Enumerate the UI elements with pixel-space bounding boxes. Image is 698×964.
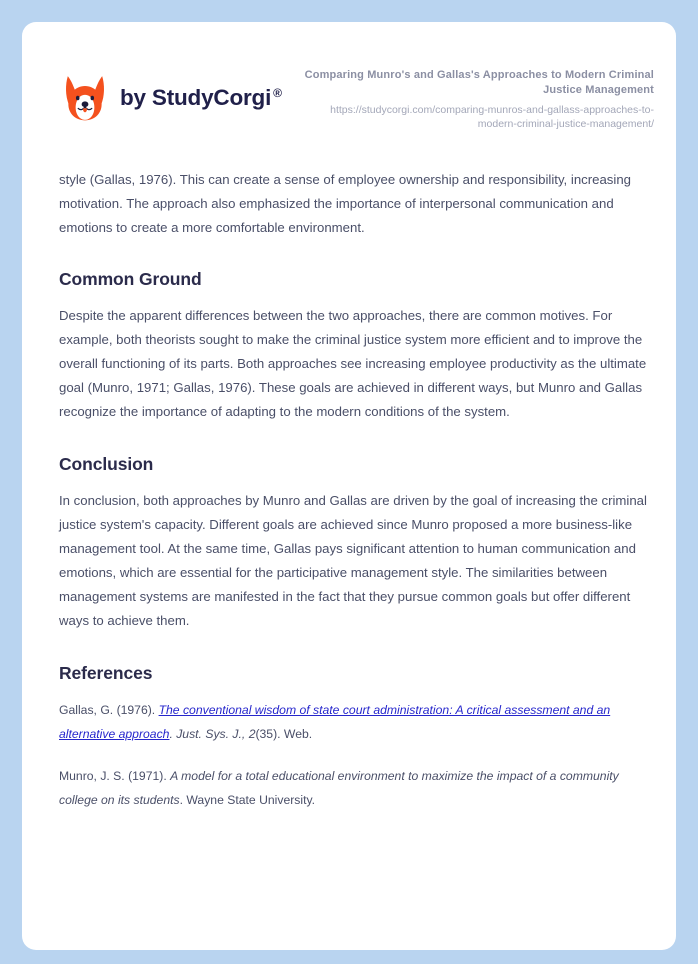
page-title: Comparing Munro's and Gallas's Approaches to Modern Criminal Justice Management — [304, 69, 654, 96]
page-url[interactable]: https://studycorgi.com/comparing-munros-and-gallass-approaches-to-modern-criminal-justice-management/ — [330, 103, 654, 131]
section-paragraph-conclusion: In conclusion, both approaches by Munro and Gallas are driven by the goal of increasing the criminal justice system's capacity. Different goals are achieved since Munro proposed a more business-like management tool. At the same time, Gallas pays significant attention to human communication and emotions, which are essential for the participative management style. The similarities between management systems are manifested in the fact that they pursue common goals but offer different ways to achieve them. — [59, 492, 647, 628]
section-heading-common-ground: Common Ground — [59, 268, 202, 289]
document-body — [22, 168, 676, 812]
registered-trademark-icon: ® — [273, 85, 282, 100]
reference-author-year: Munro, J. S. (1971). — [59, 768, 171, 783]
reference-item — [59, 764, 653, 812]
reference-volume: 2 — [248, 726, 256, 741]
document-header — [22, 22, 676, 132]
brand-logo-block[interactable] — [59, 66, 282, 124]
reference-tail: (35). Web. — [255, 726, 313, 741]
reference-author-year: Gallas, G. (1976). — [59, 702, 159, 717]
section-heading-references: References — [59, 662, 153, 683]
brand-wordmark-text: by StudyCorgi — [120, 85, 272, 110]
reference-source-link[interactable]: The conventional wisdom of state court administration: A critical assessment and an alternative approach — [59, 702, 611, 741]
reference-tail: . Wayne State University. — [179, 792, 316, 807]
brand-wordmark — [120, 85, 282, 111]
reference-item — [59, 698, 653, 746]
document-page-card — [22, 22, 676, 950]
header-meta — [282, 66, 654, 132]
corgi-head-icon — [59, 72, 111, 124]
section-paragraph-common-ground: Despite the apparent differences between the two approaches, there are common motives. For example, both theorists sought to make the criminal justice system more efficient and to improve the overall functioning of its parts. Both approaches see increasing employee productivity as the ultimate goal (Munro, 1971; Gallas, 1976). These goals are achieved in different ways, but Munro and Gallas recognize the importance of adapting to the modern conditions of the system. — [59, 307, 647, 419]
intro-paragraph: style (Gallas, 1976). This can create a sense of employee ownership and responsibility, increasing motivation. The approach also emphasized the importance of interpersonal communication and emotions to create a more comfortable environment. — [59, 171, 632, 235]
reference-title: A model for a total educational environment to maximize the impact of a community college on its students — [59, 768, 619, 807]
reference-journal: . Just. Sys. J., — [169, 726, 249, 741]
section-heading-conclusion: Conclusion — [59, 453, 154, 474]
